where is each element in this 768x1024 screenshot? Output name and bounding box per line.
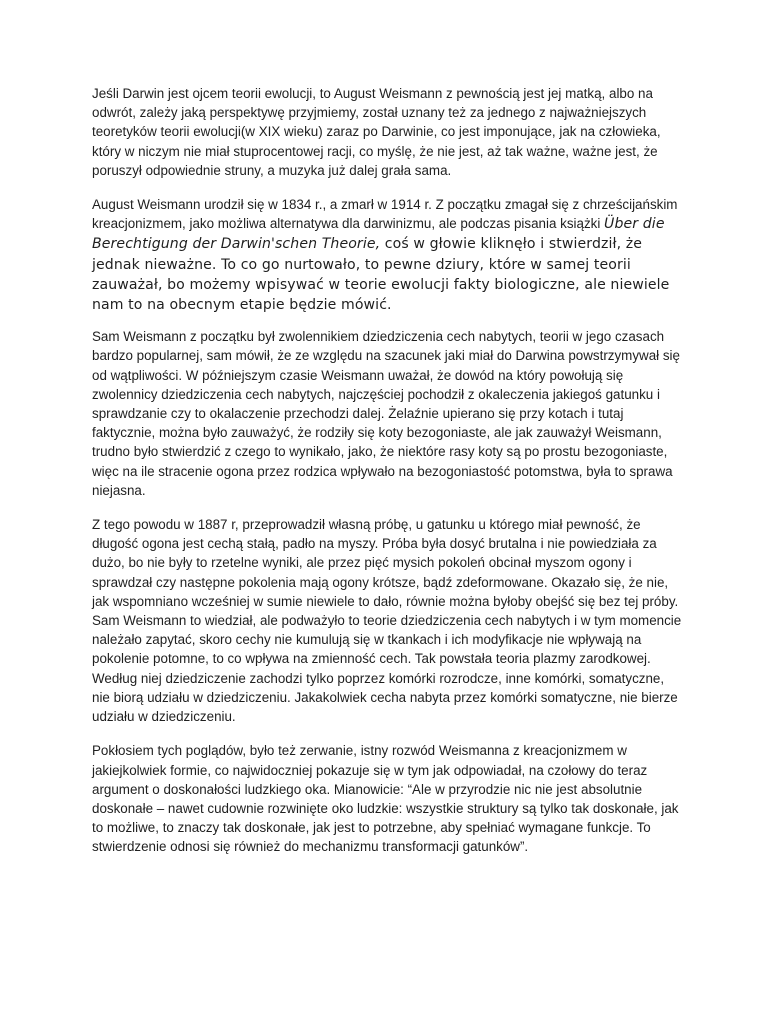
book-title: Über die Berechtigung der Darwin'schen Theorie, [92,216,665,253]
document-page [92,84,682,872]
paragraph-mice-experiment: Z tego powodu w 1887 r, przeprowadził własną próbę, u gatunku u którego miał pewność, że długość ogona jest cechą stałą, padło na myszy. Próba była dosyć brutalna i nie powiedziała za dużo, bo nie były to rzetelne wyniki, ale przez pięć mysich pokoleń obcinał myszom ogony i sprawdzał czy następne pokolenia mają ogony krótsze, bądź zdeformowane. Okazało się, że nie, jak wspomniano wcześniej w sumie niewiele to dało, równie można byłoby obejść się bez tej próby. Sam Weismann to wiedział, ale podważyło to teorie dziedziczenia cech nabytych i w tym momencie należało zapytać, skoro cechy nie kumulują się w tkankach i ich modyfikacje nie wpływają na pokolenie potomne, to co wpływa na zmienność cech. Tak powstała teoria plazmy zarodkowej. Według niej dziedziczenie zachodzi tylko poprzez komórki rozrodcze, inne komórki, somatyczne, nie biorą udziału w dziedziczeniu. Jakakolwiek cecha nabyta przez komórki somatyczne, nie bierze udziału w dziedziczeniu. [92,517,682,725]
paragraph-biography-text-after: coś w głowie kliknęło i stwierdził, że jednak nieważne. To co go nurtowało, to pewne dziury, które w samej teorii zauważał, bo możemy wpisywać w teorie ewolucji fakty biologiczne, ale niewiele nam to na obecnym etapie będzie mówić. [92,236,670,314]
paragraph-biography-text-before: August Weismann urodził się w 1834 r., a zmarł w 1914 r. Z początku zmagał się z chrześcijańskim kreacjonizmem, jako możliwa alternatywa dla darwinizmu, ale podczas pisania książki [92,197,678,232]
paragraph-acquired-traits: Sam Weismann z początku był zwolennikiem dziedziczenia cech nabytych, teorii w jego czasach bardzo popularnej, sam mówił, że ze względu na szacunek jaki miał do Darwina powstrzymywał się od wątpliwości. W późniejszym czasie Weismann uważał, że dowód na który powołują się zwolennicy dziedziczenia cech nabytych, najczęściej pochodził z okaleczenia jakiegoś gatunku i sprawdzanie czy to okalaczenie przechodzi dalej. Żelaźnie upierano się przy kotach i tutaj faktycznie, można było zauważyć, że rodziły się koty bezogoniaste, ale jak zauważył Weismann, trudno było stwierdzić z czego to wynikało, jako, że niektóre rasy koty są po prostu bezogoniaste, więc na ile stracenie ogona przez rodzica wpływało na bezogoniastość potomstwa, była to sprawa niejasna. [92,329,680,498]
paragraph-intro: Jeśli Darwin jest ojcem teorii ewolucji, to August Weismann z pewnością jest jej matką, albo na odwrót, zależy jaką perspektywę przyjmiemy, został uznany też za jednego z najważniejszych teoretyków teorii ewolucji(w XIX wieku) zaraz po Darwinie, co jest imponujące, jak na człowieka, który w niczym nie miał stuprocentowej racji, co myślę, że nie jest, aż tak ważne, ważne jest, że poruszył odpowiednie struny, a muzyka już dalej grała sama. [92,86,661,178]
paragraph-biography [92,195,682,315]
paragraph-creationism: Pokłosiem tych poglądów, było też zerwanie, istny rozwód Weismanna z kreacjonizmem w jakiejkolwiek formie, co najwidoczniej pokazuje się w tym jak odpowiadał, na czołowy do teraz argument o doskonałości ludzkiego oka. Mianowicie: “Ale w przyrodzie nic nie jest absolutnie doskonałe – nawet cudownie rozwinięte oko ludzkie: wszystkie struktury są tylko tak doskonałe, jak to możliwe, to znaczy tak doskonałe, jak jest to potrzebne, aby spełniać wymagane funkcje. To stwierdzenie odnosi się również do mechanizmu transformacji gatunków”. [92,743,679,855]
